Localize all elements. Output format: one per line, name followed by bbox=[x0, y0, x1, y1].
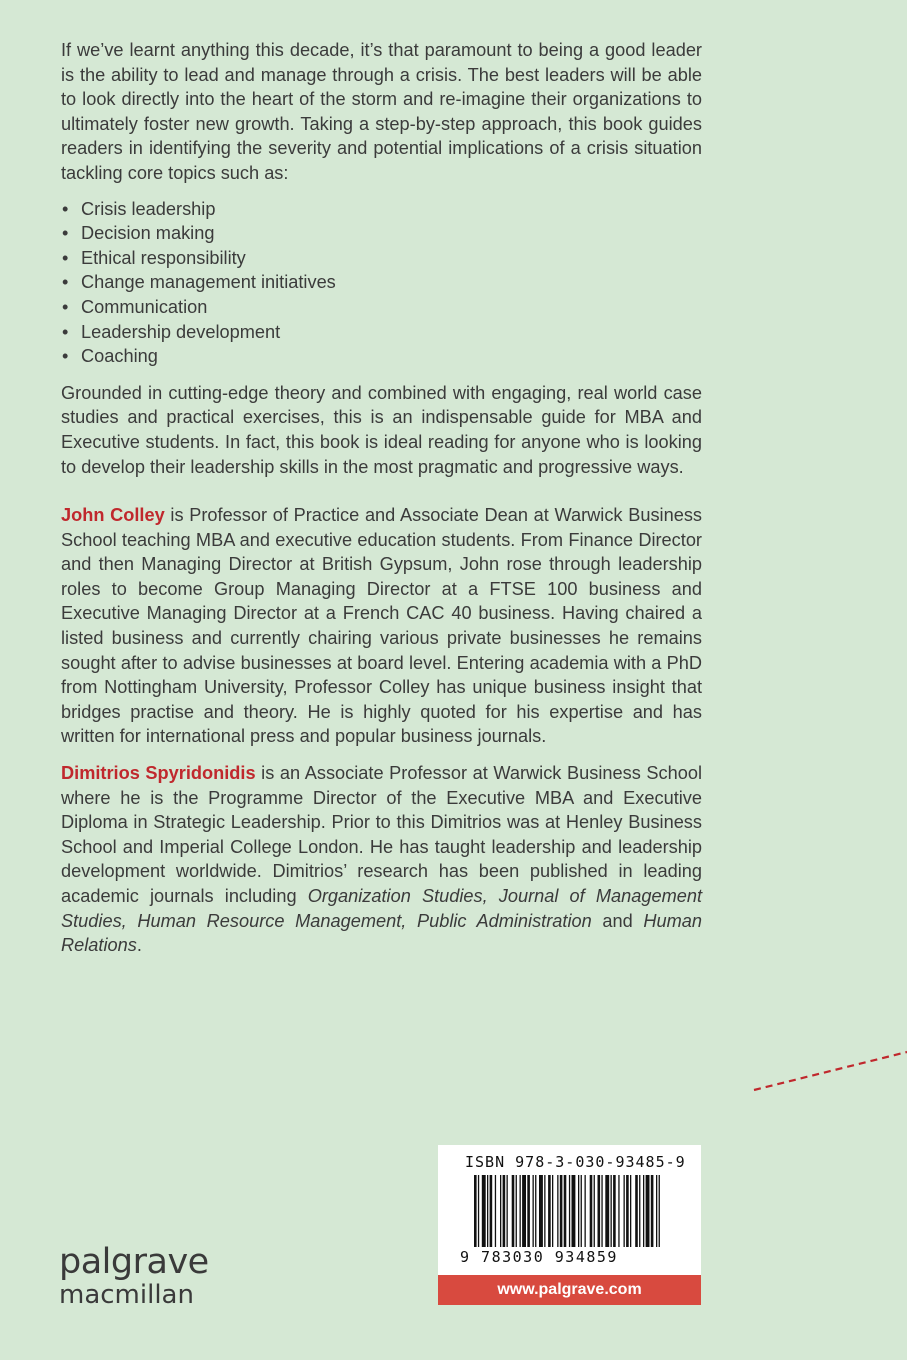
logo-macmillan: macmillan bbox=[59, 1280, 194, 1310]
intro-paragraph: If we’ve learnt anything this decade, it’s that paramount to being a good leader is the ability to lead and manage through a crisis. The best leaders will be able to look directly into the heart of the storm and re-imagine their organizations to ultimately foster new growth. Taking a step-by-step approach, this book guides readers in identifying the severity and potential implications of a crisis situation tackling core topics such as: bbox=[61, 40, 702, 183]
topic-item: • Crisis leadership bbox=[61, 197, 702, 222]
dashed-line-decoration bbox=[752, 1050, 907, 1095]
topic-item: • Leadership development bbox=[61, 320, 702, 345]
publisher-url: www.palgrave.com bbox=[438, 1275, 701, 1305]
journal-list: Organization Studies, Journal of Management Studies, Human Resource Management, Public Administration bbox=[61, 886, 703, 931]
topic-item: • Decision making bbox=[61, 221, 702, 246]
journal-name: Human Relations bbox=[61, 910, 702, 956]
topic-item: • Ethical responsibility bbox=[61, 246, 702, 271]
topics-list bbox=[61, 197, 702, 369]
journal-conjunction: and bbox=[591, 910, 644, 931]
barcode-digits: 9 783030 934859 bbox=[460, 1248, 618, 1266]
barcode-image bbox=[474, 1175, 664, 1247]
grounded-paragraph: Grounded in cutting-edge theory and combined with engaging, real world case studies and practical exercises, this is an indispensable guide for MBA and Executive students. In fact, this book is ideal reading for anyone who is looking to develop their leadership skills in the most pragmatic and progressive ways. bbox=[61, 382, 702, 477]
author-name-colley: John Colley bbox=[61, 505, 165, 526]
author-name-spyridonidis: Dimitrios Spyridonidis bbox=[61, 763, 256, 784]
isbn-barcode-block bbox=[438, 1145, 701, 1305]
topic-item: • Communication bbox=[61, 295, 702, 320]
back-cover-text bbox=[61, 38, 702, 958]
author-bio-text: is Professor of Practice and Associate Dean at Warwick Business School teaching MBA and executive education students. From Finance Director and then Managing Director at British Gypsum, John rose through leadership roles to become Group Managing Director at a FTSE 100 business and Executive Managing Director at a French CAC 40 business. Having chaired a listed business and currently chairing various private businesses he remains sought after to advise businesses at board level. Entering academia with a PhD from Nottingham University, Professor Colley has unique business insight that bridges practise and theory. He is highly quoted for his expertise and has written for international press and popular business journals. bbox=[61, 505, 703, 747]
isbn-label: ISBN 978-3-030-93485-9 bbox=[465, 1153, 686, 1171]
author-bio-colley bbox=[61, 503, 702, 749]
palgrave-macmillan-logo bbox=[59, 1242, 209, 1310]
author-bio-text: is an Associate Professor at Warwick Business School where he is the Programme Director of the Executive MBA and Executive Diploma in Strategic Leadership. Prior to this Dimitrios was at Henley Business School and Imperial College London. He has taught leadership and leadership development worldwide. Dimitrios’ research has been published in leading academic journals including bbox=[61, 763, 702, 906]
topic-item: • Change management initiatives bbox=[61, 270, 702, 295]
topic-item: • Coaching bbox=[61, 344, 702, 369]
logo-palgrave: palgrave bbox=[59, 1242, 209, 1282]
author-bio-spyridonidis bbox=[61, 761, 702, 958]
bio-end: . bbox=[136, 935, 142, 956]
